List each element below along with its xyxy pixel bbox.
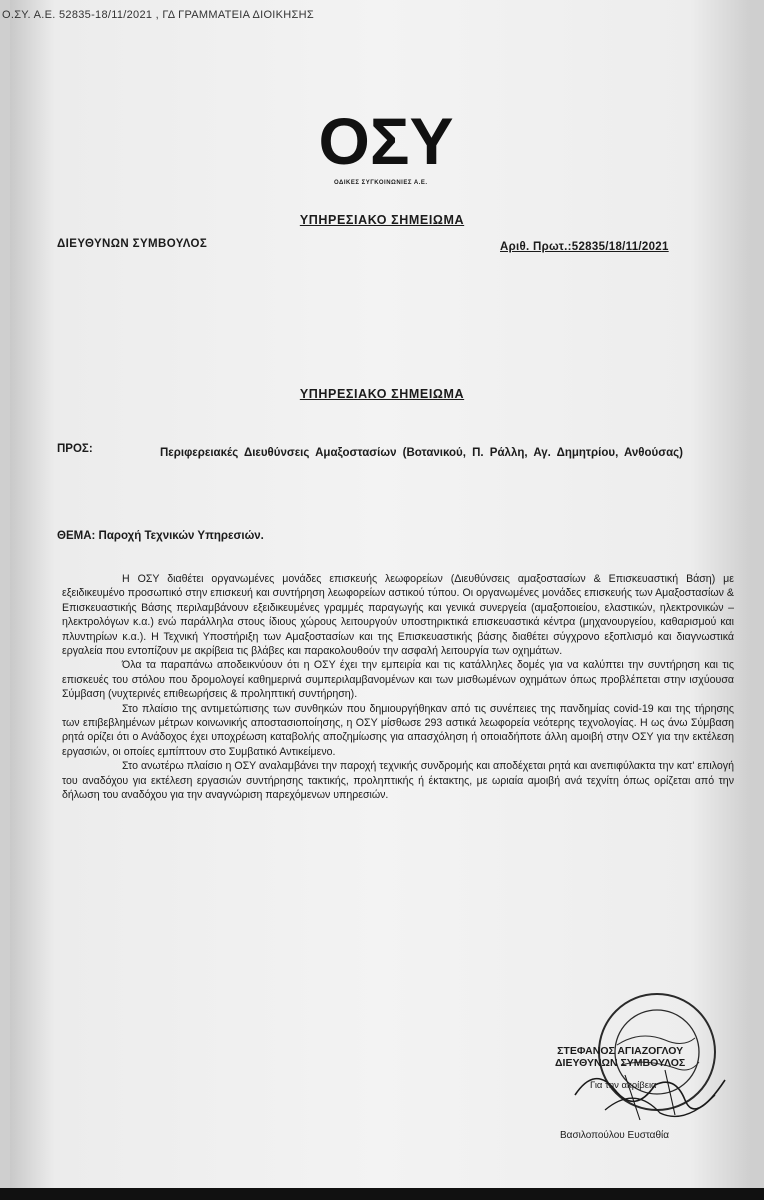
memo-title: ΥΠΗΡΕΣΙΑΚΟ ΣΗΜΕΙΩΜΑ bbox=[299, 387, 465, 401]
bottom-bar bbox=[0, 1188, 764, 1200]
for-accuracy-label: Για την ακρίβεια bbox=[590, 1080, 657, 1091]
sender: ΔΙΕΥΘΥΝΩΝ ΣΥΜΒΟΥΛΟΣ bbox=[57, 238, 208, 250]
osy-logo bbox=[306, 104, 466, 176]
paragraph: Η ΟΣΥ διαθέτει οργανωμένες μονάδες επισκευής λεωφορείων (Διευθύνσεις αμαξοστασίων & Επισκευαστική Βάση) με εξειδικευμένο προσωπικό στην επισκευή και συντήρηση λεωφορείων αστικού τύπου. Οι οργανωμένες μονάδες επισκευής των Αμαξοστασίων & Επισκευαστικής Βάσης περιλαμβάνουν εξειδικευμένες γραμμές παραγωγής και γενικά συνεργεία (αμαξοποιείου, ελαστικών, ηλεκτρονικών – ηλεκτρολόγων κ.α.) ενώ παράλληλα στους ίδιους χώρους λειτουργούν υποστηρικτικά επισκευαστικά κέντρα (μηχανουργείου, καθαρισμού και πλυντηρίων κ.α.). Η Τεχνική Υποστήριξη των Αμαξοστασίων και της Επισκευαστικής βάσης διαθέτει σύγχρονο εξοπλισμό και διαγνωστικά εργαλεία που εντοπίζουν με ακρίβεια τις βλάβες και παρακολουθούν την ασφαλή λειτουργία των οχημάτων. bbox=[62, 573, 734, 658]
fax-header: Ο.ΣΥ. Α.Ε. 52835-18/11/2021 , ΓΔ ΓΡΑΜΜΑΤΕΙΑ ΔΙΟΙΚΗΣΗΣ bbox=[2, 9, 314, 21]
paragraph: Στο ανωτέρω πλαίσιο η ΟΣΥ αναλαμβάνει την παροχή τεχνικής συνδρομής και αποδέχεται ρητά και ανεπιφύλακτα την κατ' επιλογή του αναδόχου για εκτέλεση εργασιών συντήρησης τακτικής, προληπτικής ή έκτακτης, με ωριαία αμοιβή ανά τεχνίτη όπως ορίζεται από την δήλωση του αναδόχου για την αναγνώριση παρεχόμενων υπηρεσιών. bbox=[62, 760, 734, 802]
memo-body bbox=[62, 572, 734, 803]
signed-by: Βασιλοπούλου Ευσταθία bbox=[560, 1130, 670, 1141]
logo-subtitle: ΟΔΙΚΕΣ ΣΥΓΚΟΙΝΩΝΙΕΣ Α.Ε. bbox=[334, 180, 428, 186]
recipients: Περιφερειακές Διευθύνσεις Αμαξοστασίων (Βοτανικού, Π. Ράλλη, Αγ. Δημητρίου, Ανθούσας) bbox=[160, 447, 683, 459]
subject: ΘΕΜΑ: Παροχή Τεχνικών Υπηρεσιών. bbox=[57, 530, 264, 542]
paragraph: Στο πλαίσιο της αντιμετώπισης των συνθηκών που δημιουργήθηκαν από τις συνέπειες της πανδημίας covid-19 και της τήρησης των επιβεβλημένων μέτρων κοινωνικής αποστασιοποίησης, η ΟΣΥ μίσθωσε 293 αστικά λεωφορεία νεότερης τεχνολογίας. Η ως άνω Σύμβαση ρητά ορίζει ότι ο Ανάδοχος έχει υποχρέωση καταβολής αποζημίωσης για απασχόληση ή οποιαδήποτε άλλη αμοιβή στην ΟΣΥ για την εκτέλεση εργασιών, οι οποίες εμπίπτουν στο Συμβατικό Αντικείμενο. bbox=[62, 702, 734, 758]
signatory-title: ΔΙΕΥΘΥΝΩΝ ΣΥΜΒΟΥΛΟΣ bbox=[555, 1057, 686, 1069]
signature-block bbox=[555, 1045, 685, 1069]
to-label: ΠΡΟΣ: bbox=[57, 443, 93, 455]
protocol-number: Αριθ. Πρωτ.:52835/18/11/2021 bbox=[500, 241, 669, 253]
logo-text: ΟΣΥ bbox=[318, 104, 454, 176]
signatory-name: ΣΤΕΦΑΝΟΣ ΑΓΙΑΖΟΓΛΟΥ bbox=[557, 1045, 684, 1057]
memo-title-top: ΥΠΗΡΕΣΙΑΚΟ ΣΗΜΕΙΩΜΑ bbox=[299, 213, 465, 227]
paragraph: Όλα τα παραπάνω αποδεικνύουν ότι η ΟΣΥ έχει την εμπειρία και τις κατάλληλες δομές για να καλύπτει την συντήρηση και τις επισκευές του στόλου που δρομολογεί καθημερινά συμπεριλαμβανομένων και των μισθωμένων οχημάτων όπως προβλέπεται στην ισχύουσα Σύμβαση (νυχτερινές επιθεωρήσεις & προληπτική συντήρηση). bbox=[62, 659, 734, 701]
